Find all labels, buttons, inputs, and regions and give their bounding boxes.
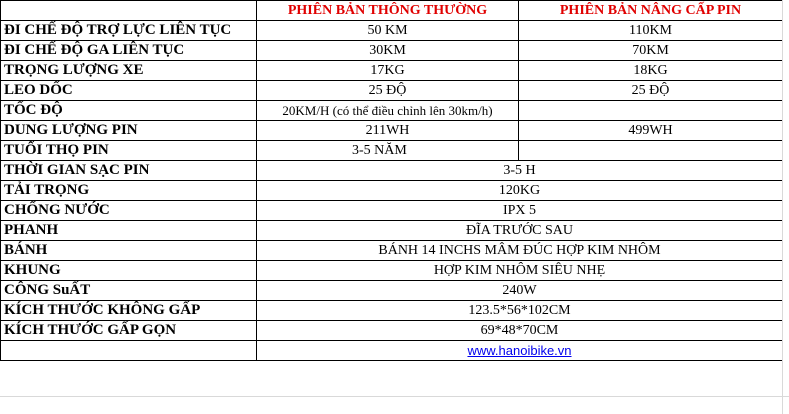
- table-row: [1, 161, 783, 181]
- table-row: [1, 261, 783, 281]
- table-row: [1, 101, 783, 121]
- gridline-column: [782, 0, 789, 414]
- row-label[interactable]: BÁNH: [1, 241, 257, 261]
- upgraded-value[interactable]: [519, 101, 783, 121]
- row-label[interactable]: KÍCH THƯỚC KHÔNG GẤP: [1, 301, 257, 321]
- row-label[interactable]: CÔNG SuẤT: [1, 281, 257, 301]
- row-label[interactable]: THỜI GIAN SẠC PIN: [1, 161, 257, 181]
- upgraded-value[interactable]: 70KM: [519, 41, 783, 61]
- standard-value[interactable]: 30KM: [257, 41, 519, 61]
- row-label[interactable]: TỐC ĐỘ: [1, 101, 257, 121]
- standard-value[interactable]: 3-5 NĂM: [257, 141, 519, 161]
- upgraded-value[interactable]: 18KG: [519, 61, 783, 81]
- standard-value[interactable]: 50 KM: [257, 21, 519, 41]
- row-label[interactable]: DUNG LƯỢNG PIN: [1, 121, 257, 141]
- table-row: [1, 201, 783, 221]
- row-label[interactable]: PHANH: [1, 221, 257, 241]
- row-label[interactable]: TRỌNG LƯỢNG XE: [1, 61, 257, 81]
- merged-value[interactable]: 123.5*56*102CM: [257, 301, 783, 321]
- table-row: [1, 241, 783, 261]
- table-row: [1, 21, 783, 41]
- standard-value[interactable]: 25 ĐỘ: [257, 81, 519, 101]
- header-standard-version[interactable]: PHIÊN BẢN THÔNG THƯỜNG: [257, 1, 519, 21]
- merged-value[interactable]: 69*48*70CM: [257, 321, 783, 341]
- row-label[interactable]: TUỔI THỌ PIN: [1, 141, 257, 161]
- table-row: [1, 281, 783, 301]
- header-row: [1, 1, 783, 21]
- merged-value[interactable]: 3-5 H: [257, 161, 783, 181]
- merged-value[interactable]: BÁNH 14 INCHS MÂM ĐÚC HỢP KIM NHÔM: [257, 241, 783, 261]
- table-row: [1, 141, 783, 161]
- table-row: [1, 121, 783, 141]
- footer-empty-cell[interactable]: [1, 341, 257, 361]
- merged-value[interactable]: HỢP KIM NHÔM SIÊU NHẸ: [257, 261, 783, 281]
- upgraded-value[interactable]: 110KM: [519, 21, 783, 41]
- table-row: [1, 301, 783, 321]
- table-row: [1, 61, 783, 81]
- standard-value[interactable]: 211WH: [257, 121, 519, 141]
- upgraded-value[interactable]: 499WH: [519, 121, 783, 141]
- standard-value[interactable]: 17KG: [257, 61, 519, 81]
- gridline-row: [0, 396, 789, 414]
- table-row: [1, 321, 783, 341]
- table-row: [1, 221, 783, 241]
- table-row: [1, 41, 783, 61]
- row-label[interactable]: CHỐNG NƯỚC: [1, 201, 257, 221]
- website-link[interactable]: www.hanoibike.vn: [257, 341, 783, 361]
- row-label[interactable]: LEO DỐC: [1, 81, 257, 101]
- merged-value[interactable]: IPX 5: [257, 201, 783, 221]
- footer-row: [1, 341, 783, 361]
- table-row: [1, 81, 783, 101]
- merged-value[interactable]: 120KG: [257, 181, 783, 201]
- merged-value[interactable]: 240W: [257, 281, 783, 301]
- upgraded-value[interactable]: [519, 141, 783, 161]
- row-label[interactable]: ĐI CHẾ ĐỘ GA LIÊN TỤC: [1, 41, 257, 61]
- upgraded-value[interactable]: 25 ĐỘ: [519, 81, 783, 101]
- table-row: [1, 181, 783, 201]
- row-label[interactable]: KHUNG: [1, 261, 257, 281]
- merged-value[interactable]: ĐĨA TRƯỚC SAU: [257, 221, 783, 241]
- row-label[interactable]: ĐI CHẾ ĐỘ TRỢ LỰC LIÊN TỤC: [1, 21, 257, 41]
- standard-value[interactable]: 20KM/H (có thể điều chỉnh lên 30km/h): [257, 101, 519, 121]
- header-upgraded-battery-version[interactable]: PHIÊN BẢN NÂNG CẤP PIN: [519, 1, 783, 21]
- row-label[interactable]: KÍCH THƯỚC GẤP GỌN: [1, 321, 257, 341]
- row-label[interactable]: TẢI TRỌNG: [1, 181, 257, 201]
- header-corner-cell[interactable]: [1, 1, 257, 21]
